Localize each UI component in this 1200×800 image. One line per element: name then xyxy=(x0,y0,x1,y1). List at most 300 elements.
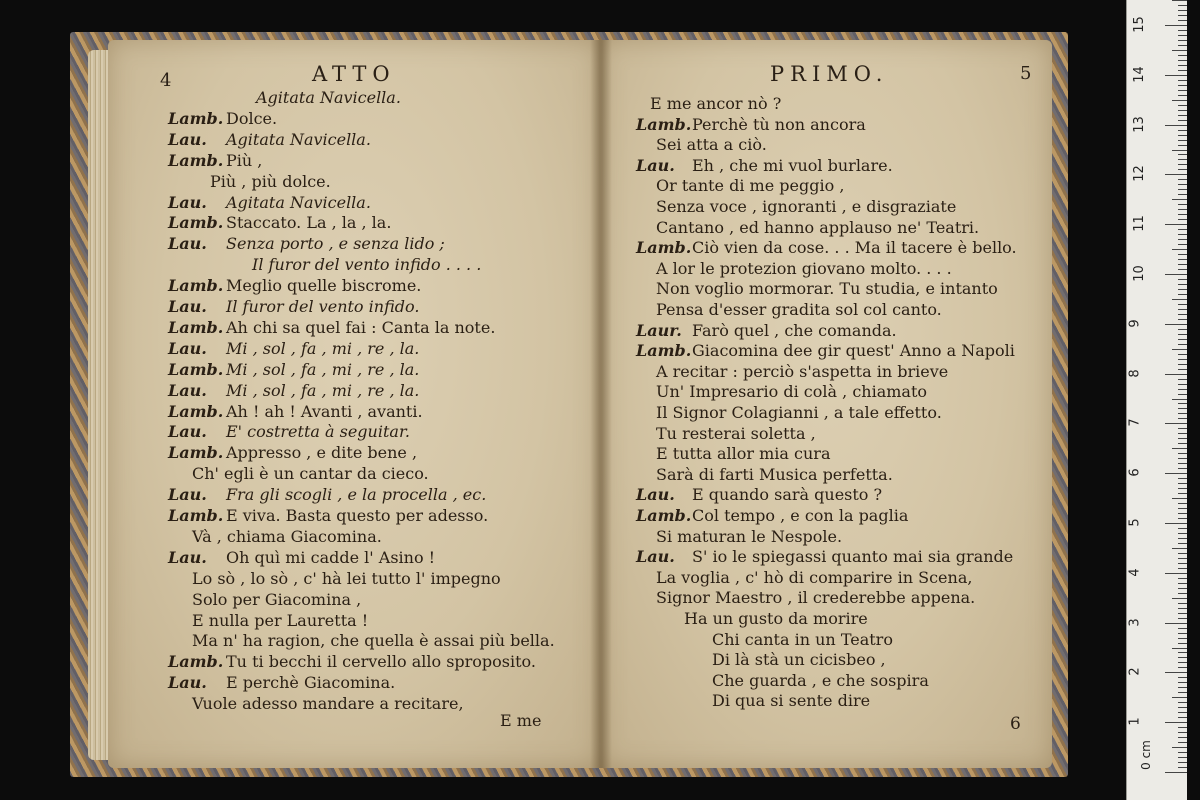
ruler-tick xyxy=(1178,558,1187,559)
ruler-tick xyxy=(1178,608,1187,609)
ruler-tick xyxy=(1178,687,1187,688)
ruler-tick xyxy=(1178,85,1187,86)
text-line xyxy=(168,214,391,232)
text-line xyxy=(636,486,882,504)
text-line xyxy=(712,631,893,649)
ruler-tick xyxy=(1178,35,1187,36)
speaker-name: Lamb. xyxy=(168,108,224,128)
text-line xyxy=(684,610,868,628)
ruler-tick xyxy=(1178,269,1187,270)
ruler-tick xyxy=(1178,413,1187,414)
ruler-number: 3 xyxy=(1127,617,1143,627)
text-line xyxy=(712,651,886,669)
ruler-tick xyxy=(1178,339,1187,340)
line-text: E viva. Basta questo per adesso. xyxy=(226,506,489,525)
line-text: E nulla per Lauretta ! xyxy=(192,610,369,630)
text-line xyxy=(168,444,417,462)
ruler-number: 9 xyxy=(1127,319,1143,328)
text-line xyxy=(636,157,893,175)
ruler-tick xyxy=(1178,618,1187,619)
speaker-name: Lamb. xyxy=(168,506,224,525)
ruler-tick xyxy=(1165,573,1187,574)
text-line xyxy=(656,136,767,154)
ruler-tick xyxy=(1165,772,1187,773)
ruler-tick xyxy=(1178,737,1187,738)
ruler-tick xyxy=(1165,623,1187,624)
line-text: Tu ti becchi il cervello allo sproposito. xyxy=(226,652,536,672)
ruler-number: 7 xyxy=(1127,418,1143,428)
ruler-tick xyxy=(1165,523,1187,524)
ruler-tick xyxy=(1172,548,1187,549)
ruler-tick xyxy=(1178,394,1187,395)
ruler-tick xyxy=(1178,184,1187,185)
ruler-tick xyxy=(1178,443,1187,444)
speaker-name: Lau. xyxy=(636,547,675,567)
ruler-tick xyxy=(1178,289,1187,290)
line-text: E' costretta à seguitar. xyxy=(226,422,410,442)
speaker-name: Lau. xyxy=(168,485,207,505)
ruler-number: 2 xyxy=(1127,667,1143,677)
speaker-name: Lamb. xyxy=(168,401,224,421)
ruler-tick xyxy=(1178,667,1187,668)
ruler-tick xyxy=(1178,732,1187,733)
ruler-tick xyxy=(1178,294,1187,295)
text-line xyxy=(656,177,844,195)
ruler-tick xyxy=(1172,448,1187,449)
ruler-tick xyxy=(1178,408,1187,409)
line-text: Di là stà un cicisbeo , xyxy=(712,650,886,670)
ruler-tick xyxy=(1178,418,1187,419)
text-line xyxy=(656,528,842,546)
speaker-name: Lau. xyxy=(168,129,207,149)
line-text: Ha un gusto da morire xyxy=(684,609,868,628)
ruler-tick xyxy=(1165,374,1187,375)
line-text: E perchè Giacomina. xyxy=(226,673,396,693)
ruler-tick xyxy=(1178,633,1187,634)
text-line xyxy=(168,423,410,441)
ruler-tick xyxy=(1178,284,1187,285)
left-catchword: E me xyxy=(500,711,542,730)
text-line xyxy=(168,131,371,149)
ruler-tick xyxy=(1178,643,1187,644)
line-text: Mi , sol , fa , mi , re , la. xyxy=(226,380,420,400)
line-text: Senza porto , e senza lido ; xyxy=(226,234,445,254)
ruler-tick xyxy=(1172,50,1187,51)
line-text: Appresso , e dite bene , xyxy=(226,443,418,463)
text-line xyxy=(636,548,1013,566)
ruler-number: 1 xyxy=(1127,717,1143,726)
ruler-tick xyxy=(1178,533,1187,534)
speaker-name: Lamb. xyxy=(168,276,224,296)
text-line xyxy=(168,382,419,400)
line-text: Il Signor Colagianni , a tale effetto. xyxy=(656,403,942,422)
text-line xyxy=(168,277,421,295)
speaker-name: Lau. xyxy=(168,547,207,567)
ruler-number: 10 xyxy=(1131,265,1147,282)
ruler-number: 15 xyxy=(1131,16,1147,33)
line-text: Il furor del vento infido. xyxy=(226,297,420,316)
text-line xyxy=(656,383,927,401)
text-line xyxy=(712,672,929,690)
text-line xyxy=(656,445,831,463)
line-text: Staccato. La , la , la. xyxy=(226,213,392,233)
ruler-tick xyxy=(1178,513,1187,514)
ruler-tick xyxy=(1172,498,1187,499)
ruler-tick xyxy=(1178,95,1187,96)
text-line xyxy=(650,95,781,113)
ruler-tick xyxy=(1178,140,1187,141)
speaker-name: Lau. xyxy=(168,192,207,212)
text-line xyxy=(656,569,972,587)
ruler-tick xyxy=(1165,423,1187,424)
text-line xyxy=(192,591,361,609)
ruler-tick xyxy=(1178,403,1187,404)
ruler-tick xyxy=(1178,762,1187,763)
line-text: Signor Maestro , il crederebbe appena. xyxy=(656,588,976,608)
ruler-tick xyxy=(1178,90,1187,91)
ruler-tick xyxy=(1178,30,1187,31)
ruler-tick xyxy=(1178,578,1187,579)
ruler-tick xyxy=(1178,259,1187,260)
ruler-tick xyxy=(1178,135,1187,136)
ruler-tick xyxy=(1178,613,1187,614)
line-text: Vuole adesso mandare a recitare, xyxy=(192,694,464,714)
ruler-tick xyxy=(1178,189,1187,190)
speaker-name: Lamb. xyxy=(168,652,224,672)
ruler-tick xyxy=(1178,757,1187,758)
ruler-tick xyxy=(1178,244,1187,245)
ruler-tick xyxy=(1178,458,1187,459)
text-line xyxy=(192,570,501,588)
ruler-number: 4 xyxy=(1127,568,1143,577)
ruler-tick xyxy=(1178,20,1187,21)
text-line xyxy=(210,173,331,191)
ruler-tick xyxy=(1178,717,1187,718)
speaker-name: Laur. xyxy=(636,320,682,340)
ruler-tick xyxy=(1165,324,1187,325)
ruler-tick xyxy=(1178,503,1187,504)
ruler-tick xyxy=(1172,150,1187,151)
text-line xyxy=(636,342,1015,360)
text-line xyxy=(168,152,262,170)
ruler-tick xyxy=(1172,199,1187,200)
speaker-name: Lamb. xyxy=(636,506,692,525)
line-text: Ch' egli è un cantar da cieco. xyxy=(192,464,429,484)
text-line xyxy=(168,361,419,379)
speaker-name: Lau. xyxy=(168,380,207,400)
ruler-tick xyxy=(1178,344,1187,345)
ruler-tick xyxy=(1178,543,1187,544)
ruler-tick xyxy=(1178,359,1187,360)
ruler-tick xyxy=(1165,25,1187,26)
ruler-unit-label: 0 cm xyxy=(1138,740,1153,770)
ruler-tick xyxy=(1178,65,1187,66)
line-text: Farò quel , che comanda. xyxy=(692,320,897,340)
ruler-tick xyxy=(1165,174,1187,175)
ruler-tick xyxy=(1178,239,1187,240)
text-line xyxy=(656,589,975,607)
speaker-name: Lau. xyxy=(168,673,207,693)
text-line xyxy=(192,465,429,483)
ruler-tick xyxy=(1178,364,1187,365)
line-text: Che guarda , e che sospira xyxy=(712,670,929,690)
ruler-tick xyxy=(1178,264,1187,265)
ruler-tick xyxy=(1172,249,1187,250)
ruler-tick xyxy=(1178,369,1187,370)
ruler-tick xyxy=(1178,453,1187,454)
right-page-number: 5 xyxy=(1020,63,1032,84)
line-text: Eh , che mi vuol burlare. xyxy=(692,155,893,175)
ruler-tick xyxy=(1165,75,1187,76)
text-line xyxy=(192,612,368,630)
ruler-tick xyxy=(1178,334,1187,335)
text-line xyxy=(636,239,1017,257)
ruler-tick xyxy=(1178,354,1187,355)
ruler-tick xyxy=(1178,438,1187,439)
ruler-tick xyxy=(1178,588,1187,589)
ruler-tick xyxy=(1178,314,1187,315)
line-text: Pensa d'esser gradita sol col canto. xyxy=(656,300,942,319)
line-text: Non voglio mormorar. Tu studia, e intanto xyxy=(656,279,998,299)
ruler-tick xyxy=(1178,15,1187,16)
ruler-tick xyxy=(1178,209,1187,210)
ruler-tick xyxy=(1178,583,1187,584)
ruler-tick xyxy=(1178,115,1187,116)
line-text: Si maturan le Nespole. xyxy=(656,526,843,546)
ruler-tick xyxy=(1178,105,1187,106)
ruler-tick xyxy=(1172,399,1187,400)
ruler-tick xyxy=(1172,747,1187,748)
line-text: Perchè tù non ancora xyxy=(692,114,866,134)
speaker-name: Lau. xyxy=(168,422,207,442)
line-text: Và , chiama Giacomina. xyxy=(192,526,382,546)
ruler-tick xyxy=(1178,319,1187,320)
text-line xyxy=(656,425,816,443)
speaker-name: Lamb. xyxy=(168,150,224,170)
ruler-tick xyxy=(1178,384,1187,385)
line-text: Di qua si sente dire xyxy=(712,691,871,711)
ruler-tick xyxy=(1178,120,1187,121)
ruler-tick xyxy=(1178,493,1187,494)
ruler-tick xyxy=(1165,722,1187,723)
text-line xyxy=(252,256,481,274)
text-line xyxy=(656,404,942,422)
ruler-tick xyxy=(1178,214,1187,215)
line-text: Or tante di me peggio , xyxy=(656,176,845,196)
ruler-tick xyxy=(1178,702,1187,703)
left-running-head: ATTO xyxy=(312,62,396,86)
ruler-tick xyxy=(1165,473,1187,474)
line-text: La voglia , c' hò di comparire in Scena, xyxy=(656,567,973,587)
ruler-tick xyxy=(1178,538,1187,539)
speaker-name: Lamb. xyxy=(168,317,224,337)
ruler-tick xyxy=(1178,169,1187,170)
ruler-number: 11 xyxy=(1131,215,1147,232)
ruler-tick xyxy=(1178,5,1187,6)
line-text: Ma n' ha ragion, che quella è assai più bella. xyxy=(192,631,555,651)
ruler-tick xyxy=(1178,159,1187,160)
line-text: Agitata Navicella. xyxy=(256,88,401,107)
ruler-tick xyxy=(1172,349,1187,350)
ruler-tick xyxy=(1178,70,1187,71)
ruler-tick xyxy=(1165,274,1187,275)
ruler-number: 13 xyxy=(1131,115,1147,133)
speaker-name: Lau. xyxy=(636,485,675,505)
ruler-tick xyxy=(1178,652,1187,653)
speaker-name: Lau. xyxy=(168,338,207,358)
speaker-name: Lamb. xyxy=(168,359,224,379)
text-line xyxy=(636,507,908,525)
ruler-tick xyxy=(1178,428,1187,429)
ruler-tick xyxy=(1178,568,1187,569)
line-text: Più , più dolce. xyxy=(210,171,331,191)
line-text: Mi , sol , fa , mi , re , la. xyxy=(226,359,420,379)
text-line xyxy=(656,466,893,484)
ruler-tick xyxy=(1178,603,1187,604)
line-text: Fra gli scogli , e la procella , ec. xyxy=(226,485,487,505)
ruler-tick xyxy=(1178,145,1187,146)
text-line xyxy=(168,507,488,525)
ruler-number: 12 xyxy=(1131,165,1147,183)
ruler-tick xyxy=(1178,154,1187,155)
line-text: Ah chi sa quel fai : Canta la note. xyxy=(226,317,496,337)
line-text: Più , xyxy=(226,150,263,170)
signature-mark: 6 xyxy=(1010,714,1021,734)
text-line xyxy=(192,695,464,713)
line-text: Oh quì mi cadde l' Asino ! xyxy=(226,547,436,567)
ruler-tick xyxy=(1178,379,1187,380)
ruler-tick xyxy=(1178,657,1187,658)
ruler-tick xyxy=(1178,433,1187,434)
ruler-tick xyxy=(1178,219,1187,220)
line-text: E tutta allor mia cura xyxy=(656,444,831,464)
line-text: Col tempo , e con la paglia xyxy=(692,506,909,525)
line-text: Un' Impresario di colà , chiamato xyxy=(656,382,928,402)
line-text: Sarà di farti Musica perfetta. xyxy=(656,464,893,484)
line-text: E quando sarà questo ? xyxy=(692,485,883,505)
text-line xyxy=(656,198,956,216)
ruler-tick xyxy=(1178,508,1187,509)
ruler-tick xyxy=(1178,727,1187,728)
text-line xyxy=(168,403,423,421)
text-line xyxy=(168,653,536,671)
text-line xyxy=(656,280,998,298)
speaker-name: Lau. xyxy=(636,155,675,175)
ruler-tick xyxy=(1178,55,1187,56)
ruler-tick xyxy=(1178,130,1187,131)
line-text: Agitata Navicella. xyxy=(226,129,371,149)
ruler-tick xyxy=(1178,60,1187,61)
right-running-head: PRIMO. xyxy=(770,62,889,86)
text-line xyxy=(168,319,495,337)
ruler-tick xyxy=(1178,662,1187,663)
line-text: Ah ! ah ! Avanti , avanti. xyxy=(226,401,423,421)
text-line xyxy=(656,219,979,237)
left-page-number: 4 xyxy=(160,70,172,91)
ruler-number: 6 xyxy=(1127,468,1143,477)
ruler-tick xyxy=(1178,234,1187,235)
ruler-tick xyxy=(1178,563,1187,564)
line-text: A lor le protezion giovano molto. . . . xyxy=(656,258,952,278)
speaker-name: Lau. xyxy=(168,234,207,254)
ruler-tick xyxy=(1178,10,1187,11)
ruler-tick xyxy=(1178,767,1187,768)
ruler-number: 5 xyxy=(1127,518,1143,527)
ruler-tick xyxy=(1178,628,1187,629)
line-text: Dolce. xyxy=(226,108,278,128)
ruler-tick xyxy=(1178,478,1187,479)
ruler-tick xyxy=(1178,712,1187,713)
ruler-tick xyxy=(1172,100,1187,101)
ruler-tick xyxy=(1165,672,1187,673)
ruler-number: 14 xyxy=(1131,66,1147,83)
line-text: Tu resterai soletta , xyxy=(656,423,816,443)
ruler-tick xyxy=(1178,329,1187,330)
speaker-name: Lau. xyxy=(168,297,207,316)
ruler-tick xyxy=(1178,528,1187,529)
text-line xyxy=(168,486,486,504)
line-text: Ciò vien da cose. . . Ma il tacere è bello. xyxy=(692,238,1017,258)
text-line xyxy=(192,528,382,546)
line-text: Lo sò , lo sò , c' hà lei tutto l' impegno xyxy=(192,568,501,588)
text-line xyxy=(168,340,419,358)
ruler-tick xyxy=(1178,553,1187,554)
ruler-tick xyxy=(1178,389,1187,390)
text-line xyxy=(656,301,942,319)
ruler-tick xyxy=(1178,40,1187,41)
text-line xyxy=(168,194,371,212)
speaker-name: Lamb. xyxy=(168,443,224,463)
ruler-tick xyxy=(1172,697,1187,698)
ruler-tick xyxy=(1178,752,1187,753)
line-text: Senza voce , ignoranti , e disgraziate xyxy=(656,197,957,216)
line-text: E me ancor nò ? xyxy=(650,94,782,113)
line-text: A recitar : perciò s'aspetta in brieve xyxy=(656,361,949,381)
line-text: Meglio quelle biscrome. xyxy=(226,276,422,296)
speaker-name: Lamb. xyxy=(636,114,692,134)
ruler-tick xyxy=(1178,304,1187,305)
speaker-name: Lamb. xyxy=(636,238,692,258)
ruler-tick xyxy=(1178,309,1187,310)
ruler-tick xyxy=(1178,468,1187,469)
text-line xyxy=(168,674,395,692)
ruler-tick xyxy=(1178,707,1187,708)
ruler-tick xyxy=(1165,125,1187,126)
ruler-tick xyxy=(1178,742,1187,743)
ruler-tick xyxy=(1178,204,1187,205)
ruler-tick xyxy=(1172,598,1187,599)
ruler-tick xyxy=(1178,45,1187,46)
text-line xyxy=(256,89,401,107)
line-text: Cantano , ed hanno applauso ne' Teatri. xyxy=(656,217,980,237)
line-text: Chi canta in un Teatro xyxy=(712,629,893,649)
text-line xyxy=(712,692,870,710)
text-line xyxy=(192,632,555,650)
ruler-tick xyxy=(1178,279,1187,280)
measuring-ruler xyxy=(1126,0,1187,800)
text-line xyxy=(636,322,897,340)
ruler-tick xyxy=(1178,229,1187,230)
ruler-tick xyxy=(1178,483,1187,484)
ruler-tick xyxy=(1178,682,1187,683)
ruler-tick xyxy=(1178,518,1187,519)
ruler-tick xyxy=(1178,692,1187,693)
text-line xyxy=(656,260,952,278)
line-text: Solo per Giacomina , xyxy=(192,589,362,609)
line-text: Agitata Navicella. xyxy=(226,192,371,212)
ruler-tick xyxy=(1165,224,1187,225)
ruler-tick xyxy=(1178,638,1187,639)
